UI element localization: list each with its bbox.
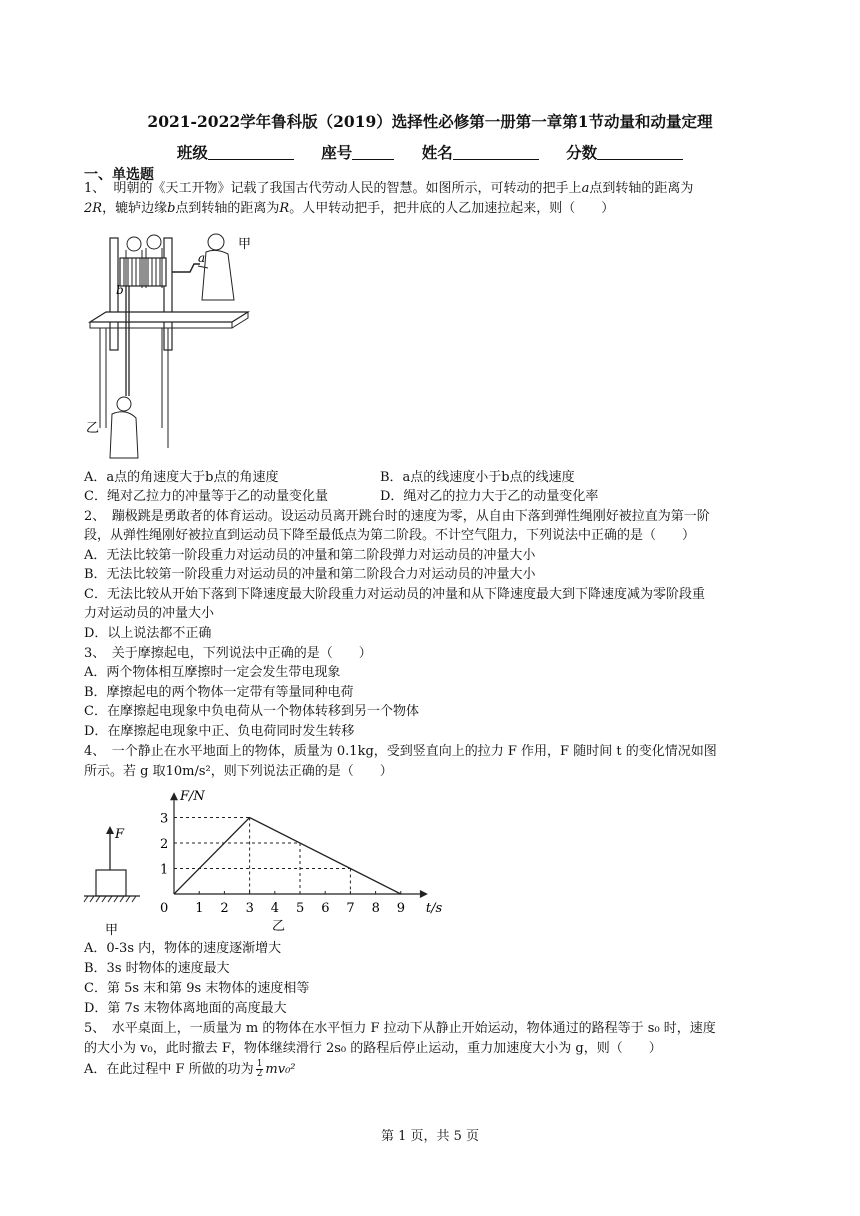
class-blank[interactable]: [208, 144, 294, 160]
q1-option-d[interactable]: D．绳对乙的拉力大于乙的动量变化率: [380, 489, 599, 504]
label-jia: 甲: [238, 237, 252, 252]
q4-option-a[interactable]: A．0-3s 内，物体的速度逐渐增大: [84, 941, 282, 956]
block-figure: [84, 818, 144, 938]
score-blank[interactable]: [597, 144, 683, 160]
student-info-line: [0, 141, 860, 163]
x-tick-label: 2: [220, 901, 229, 916]
x-tick-label: 8: [371, 901, 380, 916]
q2-line-1: 2、 蹦极跳是勇敢者的体育运动。设运动员离开跳台时的速度为零，从自由下落到弹性绳刚好被拉直为第一阶: [84, 509, 710, 524]
q3-option-b[interactable]: B．摩擦起电的两个物体一定带有等量同种电荷: [84, 685, 354, 700]
x-tick-label: 0: [160, 901, 169, 916]
q2-option-a[interactable]: A．无法比较第一阶段重力对运动员的冲量和第二阶段弹力对运动员的冲量大小: [84, 548, 536, 563]
y-tick-label: 1: [160, 862, 169, 878]
q3-option-a[interactable]: A．两个物体相互摩擦时一定会发生带电现象: [84, 665, 341, 680]
label-b: b: [116, 283, 124, 297]
score-label: 分数: [566, 143, 598, 162]
q3-option-d[interactable]: D．在摩擦起电现象中正、负电荷同时发生转移: [84, 724, 355, 739]
y-axis-arrow: [170, 792, 178, 800]
page-title: 2021-2022学年鲁科版（2019）选择性必修第一册第一章第1节动量和动量定理: [147, 112, 713, 131]
q1-option-b[interactable]: B．a点的线速度小于b点的线速度: [380, 470, 575, 485]
x-axis-arrow: [420, 890, 428, 898]
x-tick-label: 3: [245, 901, 254, 916]
q4-line-1: 4、 一个静止在水平地面上的物体，质量为 0.1kg，受到竖直向上的拉力 F 作用，F 随时间 t 的变化情况如图: [84, 744, 717, 759]
section-heading: 一、单选题: [84, 167, 154, 183]
fig-yi-label: 乙: [272, 919, 286, 934]
seat-blank[interactable]: [352, 144, 394, 160]
q2-option-b[interactable]: B．无法比较第一阶段重力对运动员的冲量和第二阶段合力对运动员的冲量大小: [84, 567, 536, 582]
page-footer: 第 1 页，共 5 页: [380, 1129, 480, 1144]
x-tick-label: 9: [396, 901, 406, 916]
fig-jia-label: 甲: [105, 923, 119, 938]
q1-line-2: 2R，辘轳边缘b点到转轴的距离为R。人甲转动把手，把井底的人乙加速拉起来，则（ ）: [84, 201, 615, 216]
name-blank[interactable]: [453, 144, 539, 160]
windlass-figure: [82, 228, 262, 466]
class-label: 班级: [176, 143, 208, 162]
q4-line-2: 所示。若 g 取10m/s²，则下列说法正确的是（ ）: [84, 764, 393, 779]
q5-line-1: 5、 水平桌面上，一质量为 m 的物体在水平恒力 F 拉动下从静止开始运动，物体通过的路程等于 s₀ 时，速度: [84, 1021, 716, 1036]
series-line: [174, 818, 401, 895]
name-label: 姓名: [421, 143, 453, 162]
q3-line-1: 3、 关于摩擦起电，下列说法中正确的是（ ）: [84, 646, 372, 661]
seat-label: 座号: [321, 143, 353, 162]
q2-line-2: 段，从弹性绳刚好被拉直到运动员下降至最低点为第二阶段。不计空气阻力，下列说法中正确的是（ ）: [84, 528, 696, 543]
x-tick-label: 1: [195, 901, 204, 916]
q3-option-c[interactable]: C．在摩擦起电现象中负电荷从一个物体转移到另一个物体: [84, 704, 419, 719]
y-tick-label: 3: [160, 811, 169, 827]
q2-option-c-2[interactable]: 力对运动员的冲量大小: [84, 606, 215, 621]
q2-option-c-1[interactable]: C．无法比较从开始下落到下降速度最大阶段重力对运动员的冲量和从下降速度最大到下降速度减为零阶段重: [84, 587, 705, 602]
label-a: a: [198, 251, 206, 265]
y-axis-label: F/N: [180, 789, 205, 805]
q5-line-2: 的大小为 v₀，此时撤去 F，物体继续滑行 2s₀ 的路程后停止运动，重力加速度大小为 g，则（ ）: [84, 1041, 662, 1056]
q2-option-d[interactable]: D．以上说法都不正确: [84, 626, 212, 641]
x-tick-label: 7: [346, 901, 355, 916]
x-tick-label: 4: [270, 901, 280, 916]
x-tick-label: 6: [321, 901, 330, 916]
x-axis-label: t/s: [425, 901, 443, 916]
force-time-chart: [150, 780, 443, 940]
q1-option-c[interactable]: C．绳对乙拉力的冲量等于乙的动量变化量: [84, 489, 328, 504]
fraction-half: $\frac{1}{2}$: [256, 1059, 263, 1079]
q4-option-b[interactable]: B．3s 时物体的速度最大: [84, 961, 230, 976]
q4-option-d[interactable]: D．第 7s 末物体离地面的高度最大: [84, 1001, 287, 1016]
label-yi: 乙: [86, 421, 100, 436]
q1-option-a[interactable]: A．a点的角速度大于b点的角速度: [84, 470, 279, 485]
q4-option-c[interactable]: C．第 5s 末和第 9s 末物体的速度相等: [84, 981, 310, 996]
y-tick-label: 2: [160, 837, 169, 852]
x-tick-label: 5: [296, 901, 305, 916]
force-label: F: [115, 827, 125, 842]
q5-option-a[interactable]: A．在此过程中 F 所做的功为 $\frac{1}{2}$ mv₀²: [84, 1059, 296, 1079]
q1-line-1: 1、 明朝的《天工开物》记载了我国古代劳动人民的智慧。如图所示，可转动的把手上a点到转轴的距离为: [84, 181, 694, 196]
